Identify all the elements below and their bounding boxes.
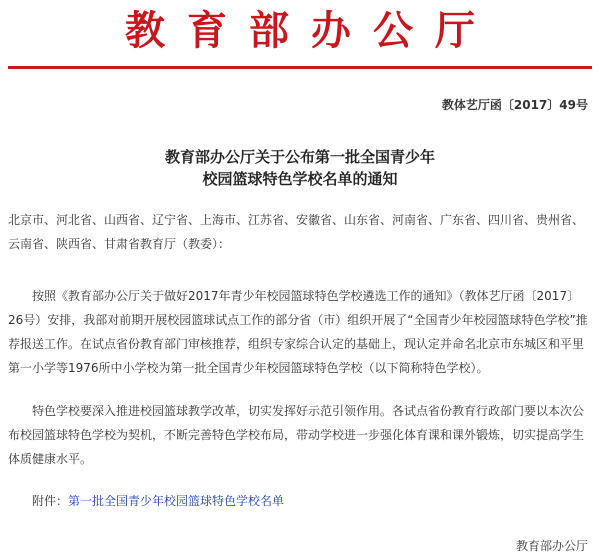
issuer-header: 教育部办公厅: [125, 7, 497, 54]
attachment-label: 附件：: [32, 494, 69, 508]
attachment-link[interactable]: 第一批全国青少年校园篮球特色学校名单: [68, 494, 285, 508]
document-title-line-1: 教育部办公厅关于公布第一批全国青少年: [164, 148, 435, 166]
body-paragraph-1: 按照《教育部办公厅关于做好2017年青少年校园篮球特色学校遴选工作的通知》（教体艺厅函〔2017〕26号）安排，我部对前期开展校园篮球试点工作的部分省（市）组织开展了“全国青少年校园篮球特色学校”推荐报送工作。在试点省份教育部门审核推荐，组织专家综合认定的基础上，现认定并命名北京市东城区和平里第一小学等1976所中小学校为第一批全国青少年校园篮球特色学校（以下简称特色学校）。: [8, 289, 588, 375]
attachment-line: [32, 491, 284, 511]
recipients-paragraph: 北京市、河北省、山西省、辽宁省、上海市、江苏省、安徽省、山东省、河南省、广东省、四川省、贵州省、云南省、陕西省、甘肃省教育厅（教委）：: [8, 213, 585, 251]
body-paragraph-2: 特色学校要深入推进校园篮球教学改革，切实发挥好示范引领作用。各试点省份教育行政部门要以本次公布校园篮球特色学校为契机，不断完善特色学校布局，带动学校进一步强化体育课和课外锻炼，切实提高学生体质健康水平。: [8, 404, 585, 466]
header-divider: [8, 66, 592, 69]
document-title: [0, 146, 600, 190]
document-title-line-2: 校园篮球特色学校名单的通知: [202, 170, 398, 188]
document-number: 教体艺厅函〔2017〕49号: [441, 98, 588, 112]
signature: 教育部办公厅: [515, 539, 588, 553]
